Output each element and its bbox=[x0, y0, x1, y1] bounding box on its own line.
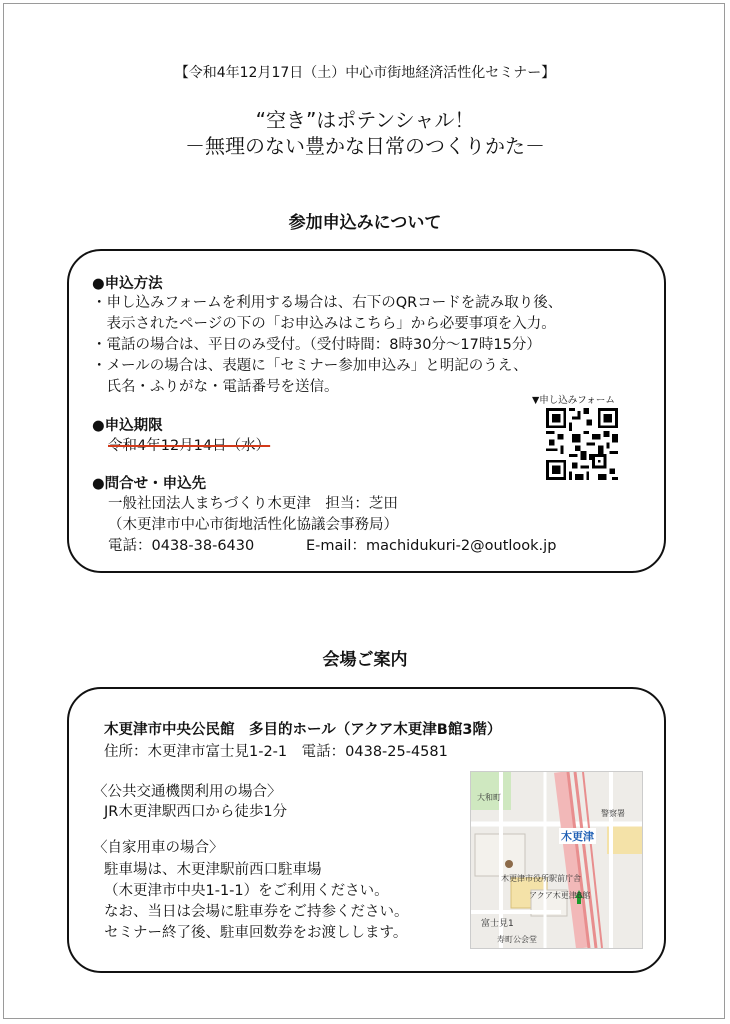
map-label-daiwa: 大和町 bbox=[477, 793, 501, 802]
qr-caption: ▼申し込みフォーム bbox=[532, 395, 615, 406]
map-label-hall: 寿町公会堂 bbox=[497, 935, 537, 944]
contact-phone: 電話：0438-38-6430 bbox=[108, 538, 255, 554]
venue-heading: 会場ご案内 bbox=[322, 650, 408, 670]
method-line: ・申し込みフォームを利用する場合は、右下のQRコードを読み取り後、 bbox=[92, 295, 563, 311]
venue-name: 木更津市中央公民館 多目的ホール（アクア木更津B館3階） bbox=[104, 722, 502, 738]
map-label-police: 警察署 bbox=[601, 809, 625, 818]
venue-address: 住所：木更津市富士見1-2-1 電話：0438-25-4581 bbox=[104, 744, 448, 760]
title-line-2: －無理のない豊かな日常のつくりかた－ bbox=[185, 134, 545, 158]
contact-office: （木更津市中心市街地活性化協議会事務局） bbox=[108, 517, 398, 533]
contact-heading: ●問合せ・申込先 bbox=[92, 476, 207, 492]
public-transport-heading: 〈公共交通機関利用の場合〉 bbox=[93, 784, 282, 800]
car-line: なお、当日は会場に駐車券をご持参ください。 bbox=[104, 904, 409, 920]
car-line: 駐車場は、木更津駅前西口駐車場 bbox=[104, 862, 322, 878]
venue-map[interactable] bbox=[470, 771, 643, 949]
method-line: 氏名・ふりがな・電話番号を送信。 bbox=[92, 379, 339, 395]
event-line: 【令和4年12月17日（土）中心市街地経済活性化セミナー】 bbox=[174, 65, 556, 81]
method-line: ・電話の場合は、平日のみ受付。（受付時間：8時30分～17時15分） bbox=[92, 337, 541, 353]
application-heading: 参加申込みについて bbox=[288, 213, 442, 233]
contact-email[interactable]: E-mail：machidukuri-2@outlook.jp bbox=[306, 538, 557, 554]
public-transport-detail: JR木更津駅西口から徒歩1分 bbox=[104, 804, 288, 820]
car-line: セミナー終了後、駐車回数券をお渡しします。 bbox=[104, 925, 408, 941]
car-heading: 〈自家用車の場合〉 bbox=[93, 840, 224, 856]
map-label-fujimi: 富士見1 bbox=[481, 919, 514, 929]
map-label-station: 木更津 bbox=[561, 830, 594, 843]
deadline-heading: ●申込期限 bbox=[92, 418, 163, 434]
qr-code[interactable] bbox=[546, 408, 618, 480]
map-label-aqua: アクア木更津B館 bbox=[529, 891, 591, 900]
deadline-value: 令和4年12月14日（水） bbox=[108, 438, 271, 454]
car-line: （木更津市中央1-1-1）をご利用ください。 bbox=[104, 883, 389, 899]
method-line: ・メールの場合は、表題に「セミナー参加申込み」と明記のうえ、 bbox=[92, 358, 528, 374]
contact-org: 一般社団法人まちづくり木更津 担当：芝田 bbox=[108, 496, 398, 512]
method-heading: ●申込方法 bbox=[92, 276, 163, 292]
map-label-building: 木更津市役所駅前庁舎 bbox=[501, 874, 581, 883]
method-line: 表示されたページの下の「お申込みはこちら」から必要事項を入力。 bbox=[92, 316, 556, 332]
title-line-1: “空き”はポテンシャル！ bbox=[255, 108, 475, 132]
